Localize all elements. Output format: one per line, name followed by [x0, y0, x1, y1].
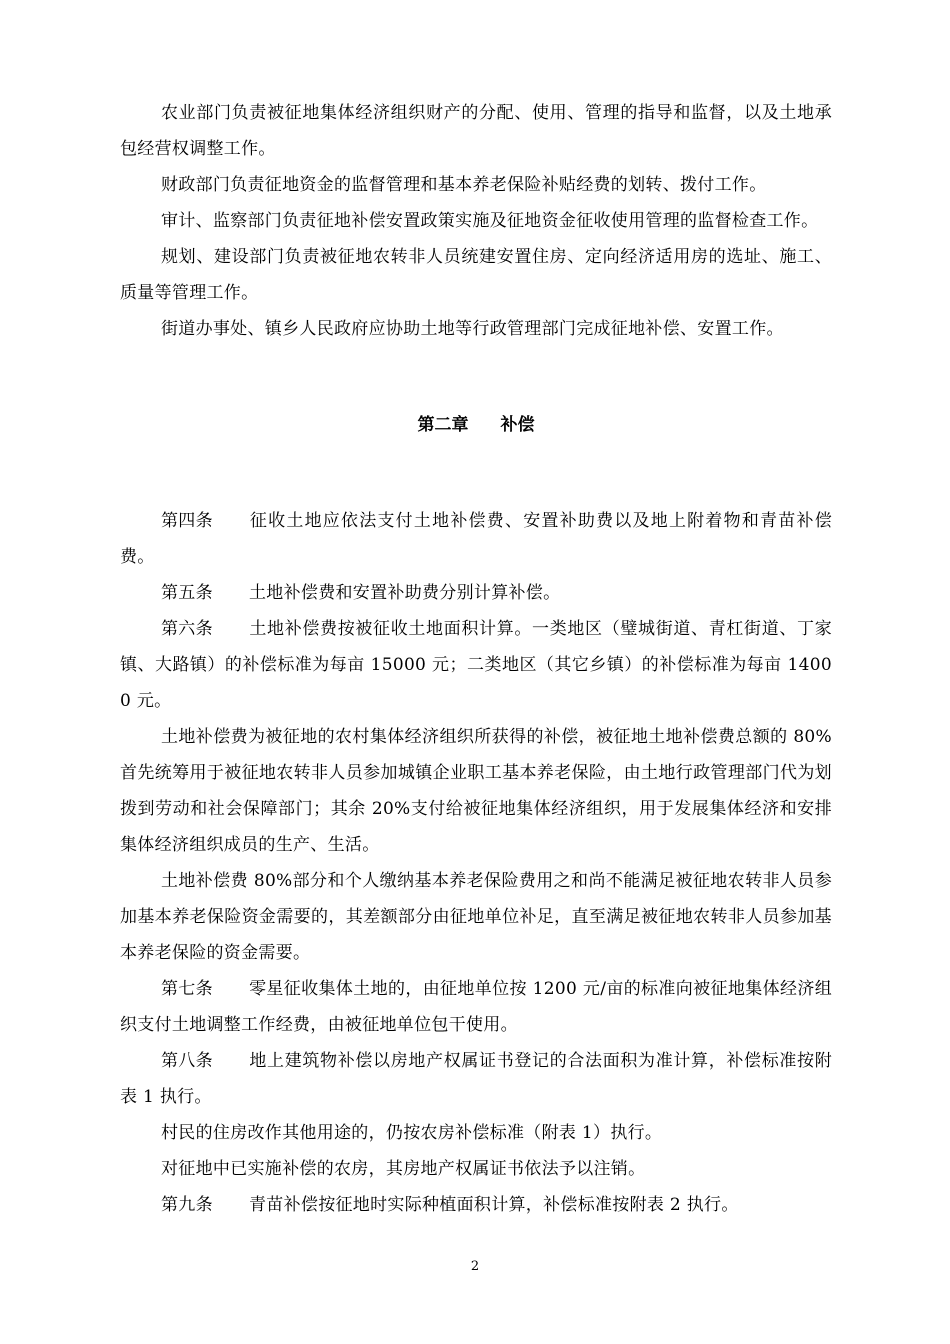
- article-text: 青苗补偿按征地时实际种植面积计算，补偿标准按附表 2 执行。: [249, 1195, 739, 1215]
- article-label: 第九条: [161, 1195, 213, 1215]
- article-text: 零星征收集体土地的，由征地单位按 1200 元/亩的标准向被征地集体经济组织支付土地调整工作经费，由被征地单位包干使用。: [120, 979, 832, 1035]
- article-7: [120, 971, 832, 1043]
- article-label: 第五条: [161, 583, 213, 603]
- article-text: 地上建筑物补偿以房地产权属证书登记的合法面积为准计算，补偿标准按附表 1 执行。: [120, 1051, 832, 1107]
- article-label: 第六条: [161, 619, 213, 639]
- article-8-paragraph-3: 对征地中已实施补偿的农房，其房地产权属证书依法予以注销。: [161, 1159, 646, 1179]
- paragraph-street-offices: 街道办事处、镇乡人民政府应协助土地等行政管理部门完成征地补偿、安置工作。: [161, 319, 784, 339]
- article-label: 第八条: [161, 1051, 213, 1071]
- page-number: 2: [470, 1259, 480, 1274]
- article-8: [120, 1043, 832, 1115]
- article-4: [120, 503, 832, 575]
- paragraph-planning-dept: 规划、建设部门负责被征地农转非人员统建安置住房、定向经济适用房的选址、施工、质量等管理工作。: [120, 247, 832, 303]
- chapter-number: 第二章: [417, 415, 469, 435]
- document-body: [120, 95, 832, 1223]
- paragraph-audit-dept: 审计、监察部门负责征地补偿安置政策实施及征地资金征收使用管理的监督检查工作。: [161, 211, 819, 231]
- article-text: 土地补偿费按被征收土地面积计算。一类地区（璧城街道、青杠街道、丁家镇、大路镇）的补偿标准为每亩 15000 元；二类地区（其它乡镇）的补偿标准为每亩 14000 元。: [120, 619, 832, 711]
- chapter-heading: [120, 347, 832, 503]
- article-6-paragraph-2: 土地补偿费为被征地的农村集体经济组织所获得的补偿，被征地土地补偿费总额的 80%首先统筹用于被征地农转非人员参加城镇企业职工基本养老保险，由土地行政管理部门代为划拨到劳动和社会保障部门；其余 20%支付给被征地集体经济组织，用于发展集体经济和安排集体经济组织成员的生产、生活。: [120, 727, 832, 855]
- article-label: 第四条: [161, 511, 213, 531]
- article-text: 征收土地应依法支付土地补偿费、安置补助费以及地上附着物和青苗补偿费。: [120, 511, 832, 567]
- article-8-paragraph-2: 村民的住房改作其他用途的，仍按农房补偿标准（附表 1）执行。: [161, 1123, 663, 1143]
- article-label: 第七条: [161, 979, 213, 999]
- article-6-paragraph-3: 土地补偿费 80%部分和个人缴纳基本养老保险费用之和尚不能满足被征地农转非人员参加基本养老保险资金需要的，其差额部分由征地单位补足，直至满足被征地农转非人员参加基本养老保险的资金需要。: [120, 871, 832, 963]
- article-5: [120, 575, 832, 611]
- article-6: [120, 611, 832, 719]
- paragraph-finance-dept: 财政部门负责征地资金的监督管理和基本养老保险补贴经费的划转、拨付工作。: [161, 175, 767, 195]
- article-9: [120, 1187, 832, 1223]
- chapter-title: 补偿: [500, 415, 535, 435]
- paragraph-agriculture-dept: 农业部门负责被征地集体经济组织财产的分配、使用、管理的指导和监督，以及土地承包经营权调整工作。: [120, 103, 832, 159]
- article-text: 土地补偿费和安置补助费分别计算补偿。: [249, 583, 561, 603]
